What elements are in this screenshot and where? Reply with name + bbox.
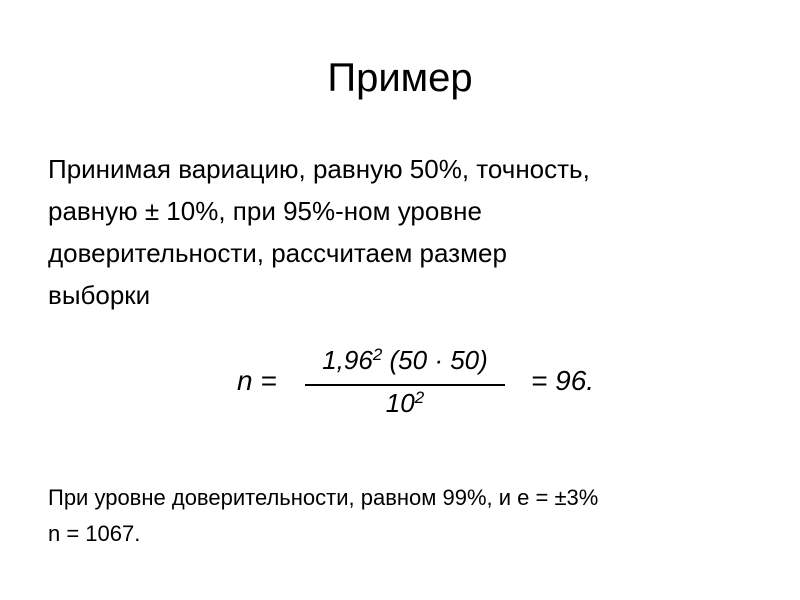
- formula-numerator: [305, 345, 505, 376]
- numerator-rest: (50 · 50): [389, 345, 488, 375]
- body-line: Принимая вариацию, равную 50%, точность,: [48, 154, 590, 184]
- slide-title: Пример: [327, 56, 473, 100]
- note-line: n = 1067.: [48, 521, 141, 546]
- body-line: доверительности, рассчитаем размер: [48, 238, 507, 268]
- denominator-base: 10: [385, 388, 415, 418]
- sample-size-formula: [237, 345, 617, 425]
- denominator-exponent: 2: [414, 388, 425, 407]
- formula-denominator: [305, 388, 505, 419]
- numerator-exponent: 2: [372, 345, 383, 364]
- formula-rhs: = 96.: [531, 365, 595, 396]
- formula-fraction: [305, 345, 505, 425]
- slide-body-paragraph: [48, 148, 768, 316]
- formula-lhs: n =: [237, 365, 277, 396]
- numerator-base: 1,96: [322, 345, 373, 375]
- body-line: выборки: [48, 280, 151, 310]
- slide-note-paragraph: [48, 480, 768, 552]
- fraction-bar: [305, 384, 505, 386]
- body-line: равную ± 10%, при 95%-ном уровне: [48, 196, 482, 226]
- note-line: При уровне доверительности, равном 99%, и е = ±3%: [48, 485, 599, 510]
